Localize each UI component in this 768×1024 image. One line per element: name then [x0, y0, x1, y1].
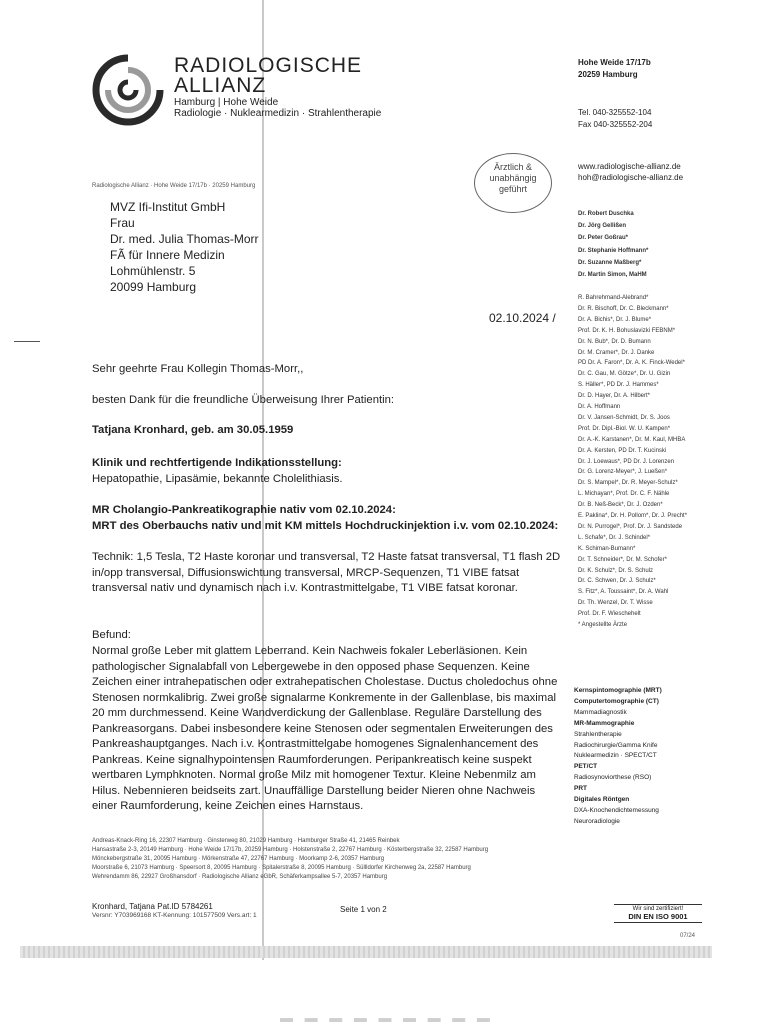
brand-location: Hamburg | Hohe Weide — [174, 97, 279, 108]
service-item: Computertomographie (CT) — [574, 697, 659, 705]
form-code: 07/24 — [680, 933, 696, 939]
exam-heading-mrcp: MR Cholangio-Pankreatikographie nativ vom 02.10.2024: — [92, 504, 396, 516]
doctor-name: PD Dr. A. Faron*, Dr. A. K. Finck-Wedel* — [578, 360, 685, 367]
service-item: Radiosynoviorthese (RSO) — [574, 774, 652, 782]
sender-return-line: Radiologische Allianz · Hohe Weide 17/17b · 20259 Hamburg — [92, 183, 256, 189]
stamp-line: unabhängig — [489, 173, 537, 183]
doctor-name: Dr. V. Jansen-Schmidt, Dr. S. Joos — [578, 414, 670, 421]
doctor-name: Dr. M. Cramer*, Dr. J. Danke — [578, 349, 655, 356]
indication-text: Hepatopathie, Lipasämie, bekannte Cholelithiasis. — [92, 473, 343, 485]
doctor-name: L. Michayan*, Prof. Dr. C. F. Nähle — [578, 491, 670, 498]
service-item: Mammadiagnostik — [574, 708, 627, 716]
doctor-name: Dr. C. Gau, M. Götze*, Dr. U. Gizin — [578, 371, 671, 378]
doctor-name: Dr. Jörg Gellißen — [578, 223, 627, 230]
technique-text: Technik: 1,5 Tesla, T2 Haste koronar und transversal, T2 Haste fatsat transversal, T1 flash 2D in/opp transversal, Diffusionswichtung transversal, MRCP-Sequenzen, T1 VIBE fatsat transversal nativ und dynamisch nach i.v. Kontrastmittelgabe, T1 VIBE fatsat koronar. — [92, 551, 561, 594]
doctor-name: Prof. Dr. F. Wieschehelt — [578, 611, 641, 618]
doctor-name: Dr. S. Mampel*, Dr. R. Meyer-Schulz* — [578, 480, 678, 487]
doctor-name: Dr. A. Hoffmann — [578, 404, 621, 410]
doctor-name: Dr. N. Bub*, Dr. D. Bumann — [578, 338, 651, 345]
service-item: PRT — [574, 785, 587, 793]
doctor-name: Dr. Suzanne Maßberg* — [578, 259, 642, 266]
doctor-name: K. Schiman-Bumann* — [578, 545, 636, 552]
salutation: Sehr geehrte Frau Kollegin Thomas-Morr,, — [92, 363, 304, 375]
brand-specialties: Radiologie · Nuklearmedizin · Strahlentherapie — [174, 108, 382, 119]
recipient-line: 20099 Hamburg — [110, 280, 197, 294]
page-number: Seite 1 von 2 — [340, 905, 387, 914]
practice-web: www.radiologische-allianz.de — [578, 162, 681, 171]
doctor-name: Dr. A. Kersten, PD Dr. T. Kucinski — [578, 447, 667, 454]
exam-heading-mrt: MRT des Oberbauchs nativ und mit KM mittels Hochdruckinjektion i.v. vom 02.10.2024: — [92, 520, 559, 532]
doctor-name: Dr. A. Bichis*, Dr. J. Blume* — [578, 316, 652, 323]
doctor-name: Dr. G. Lorenz-Meyer*, J. Lueßen* — [578, 469, 668, 476]
service-item: MR-Mammographie — [574, 719, 635, 727]
doctor-name: Dr. R. Bischoff, Dr. C. Bleckmann* — [578, 305, 669, 312]
recipient-line: FÃ für Innere Medizin — [110, 248, 225, 262]
stamp-line: geführt — [498, 184, 528, 194]
doctor-name: Dr. K. Schulz*, Dr. S. Schulz — [578, 567, 654, 574]
footer-locations-line: Andreas-Knack-Ring 16, 22307 Hamburg · Ginsterweg 80, 21029 Hamburg · Hamburger Straße 41, 21465 Reinbek — [92, 838, 400, 844]
doctor-name: Prof. Dr. K. H. Bohuslavizki FEBNM* — [578, 327, 676, 334]
recipient-line: Frau — [110, 216, 135, 230]
footer-locations-line: Hansastraße 2-3, 20149 Hamburg · Hohe Weide 17/17b, 20259 Hamburg · Holstenstraße 2, 22767 Hamburg · Kösterbergstraße 32, 22587 Hamburg — [92, 847, 489, 853]
scan-edge-bar — [20, 946, 712, 958]
doctor-name: Dr. Peter Goßrau* — [578, 235, 629, 242]
doctor-name: S. Fitz*, A. Toussaint*, Dr. A. Wahl — [578, 589, 669, 596]
stamp-line: Ärztlich & — [493, 162, 532, 172]
finding-heading: Befund: — [92, 629, 131, 641]
radiologische-allianz-logo — [90, 52, 166, 128]
doctor-name: Dr. C. Schwen, Dr. J. Schulz* — [578, 578, 656, 585]
thanks-line: besten Dank für die freundliche Überweisung Ihrer Patientin: — [92, 394, 395, 406]
din-certification-badge — [614, 904, 702, 923]
doctor-name: Dr. B. Neß-Beck*, Dr. J. Ozden* — [578, 502, 663, 509]
practice-email: hoh@radiologische-allianz.de — [578, 173, 684, 182]
service-item: Digitales Röntgen — [574, 796, 630, 803]
footer-locations-line: Wehrendamm 86, 22927 Großhansdorf · Radiologische Allianz eGbR, Schäferkampsallee 5-7, 20357 Hamburg — [92, 874, 388, 880]
practice-tel: Tel. 040-325552-104 — [578, 108, 652, 117]
service-item: Radiochirurgie/Gamma Knife — [574, 741, 658, 749]
service-item: Neuroradiologie — [574, 817, 620, 825]
insurance-reference: Versnr: Y703969168 KT-Kennung: 101577509 Vers.art: 1 — [92, 912, 257, 919]
service-item: Kernspintomographie (MRT) — [574, 687, 662, 694]
doctor-name: Dr. A.-K. Karstanen*, Dr. M. Kaul, MHBA — [578, 436, 686, 443]
footer-locations-line: Moorstraße 6, 21073 Hamburg · Speersort 8, 20095 Hamburg · Spitalerstraße 8, 20095 Hamburg · Süllldorfer Kirchenweg 2a, 22587 Hamburg — [92, 865, 471, 871]
doctor-name: Dr. T. Schneider*, Dr. M. Schofer* — [578, 556, 667, 563]
service-item: Nuklearmedizin · SPECT/CT — [574, 752, 657, 760]
service-item: DXA-Knochendichtemessung — [574, 806, 659, 814]
doctor-name: E. Paklina*, Dr. H. Pollom*, Dr. J. Precht* — [578, 513, 688, 519]
scan-mark — [14, 341, 40, 342]
recipient-line: Lohmühlenstr. 5 — [110, 264, 196, 278]
patient-reference: Kronhard, Tatjana Pat.ID 5784261 — [92, 902, 213, 911]
doctor-name: Dr. J. Loewaus*, PD Dr. J. Lorenzen — [578, 458, 675, 465]
finding-text: Normal große Leber mit glattem Leberrand. Kein Nachweis fokaler Leberläsionen. Kein pathologischer Signalabfall von Lebergewebe in den opposed phase Sequenzen. Keine Zeichen einer intrahepatischen oder extrahepatischen Cholestase. Ductus choledochus ohne Stenosen normkalibrig. Zwei große signalarme Konkremente in der Gallenblase, bis maximal 20 mm durchmessend. Keine Wandverdickung der Gallenblase. Reguläre Darstellung des Pankreasorgans. Dabei insbesondere keine Stenosen oder segmentalen Erweiterungen des Pankreashauptganges. Nach i.v. Kontrastmittelgabe homogenes Signalenhancement des Pankreas. Keine signalhypointensen Raumforderungen. Peripankreatisch keine suspekt wertbaren Lymphknoten. Normal große Milz mit homogener Textur. Kleine Nebenmilz am Hilus. Nebennieren beidseits zart. Unauffällige Darstellung beider Nieren ohne Nachweis einer Raumforderung, keine Zeichen eines Harnstaus. — [92, 645, 558, 812]
letter-date: 02.10.2024 / — [489, 311, 556, 325]
doctor-name: L. Schafe*, Dr. J. Schindel* — [578, 534, 651, 541]
patient-line: Tatjana Kronhard, geb. am 30.05.1959 — [92, 424, 294, 436]
doctor-name: S. Häller*, PD Dr. J. Hammes* — [578, 382, 659, 389]
doctor-name: * Angestellte Ärzte — [578, 622, 628, 628]
quality-stamp — [474, 153, 552, 213]
recipient-line: MVZ Ifi-Institut GmbH — [110, 200, 226, 214]
doctor-name: Dr. Robert Duschka — [578, 211, 634, 217]
doctor-name: Dr. N. Purrogel*, Prof. Dr. J. Sandstede — [578, 523, 683, 530]
service-item: PET/CT — [574, 763, 598, 771]
doctor-name: Prof. Dr. Dipl.-Biol. W. U. Kampen* — [578, 425, 671, 432]
certification-label: DIN EN ISO 9001 — [628, 912, 688, 921]
doctor-name: R. Bahrehmand-Alebrand* — [578, 295, 649, 301]
doctor-name: Dr. D. Hayer, Dr. A. Hilbert* — [578, 393, 651, 400]
scan-bleed-text: ▬ ▬ ▬ ▬ ▬ ▬ ▬ ▬ ▬ — [280, 1010, 494, 1024]
practice-fax: Fax 040-325552-204 — [578, 120, 653, 129]
certification-note: Wir sind zertifiziert! — [632, 906, 684, 912]
practice-city: 20259 Hamburg — [578, 70, 638, 79]
footer-locations-line: Mönckebergstraße 31, 20095 Hamburg · Mörkenstraße 47, 22767 Hamburg · Moorkamp 2-6, 20357 Hamburg — [92, 856, 385, 862]
doctor-name: Dr. Th. Wenzel, Dr. T. Wisse — [578, 600, 653, 607]
recipient-line: Dr. med. Julia Thomas-Morr — [110, 232, 259, 246]
brand-name-line1: RADIOLOGISCHE — [174, 54, 363, 77]
doctor-name: Dr. Martin Simon, MaHM — [578, 272, 647, 278]
service-item: Strahlentherapie — [574, 730, 622, 738]
practice-street: Hohe Weide 17/17b — [578, 58, 651, 67]
indication-heading: Klinik und rechtfertigende Indikationsstellung: — [92, 457, 342, 469]
doctor-name: Dr. Stephanie Hoffmann* — [578, 247, 649, 254]
brand-name-line2: ALLIANZ — [174, 74, 267, 97]
